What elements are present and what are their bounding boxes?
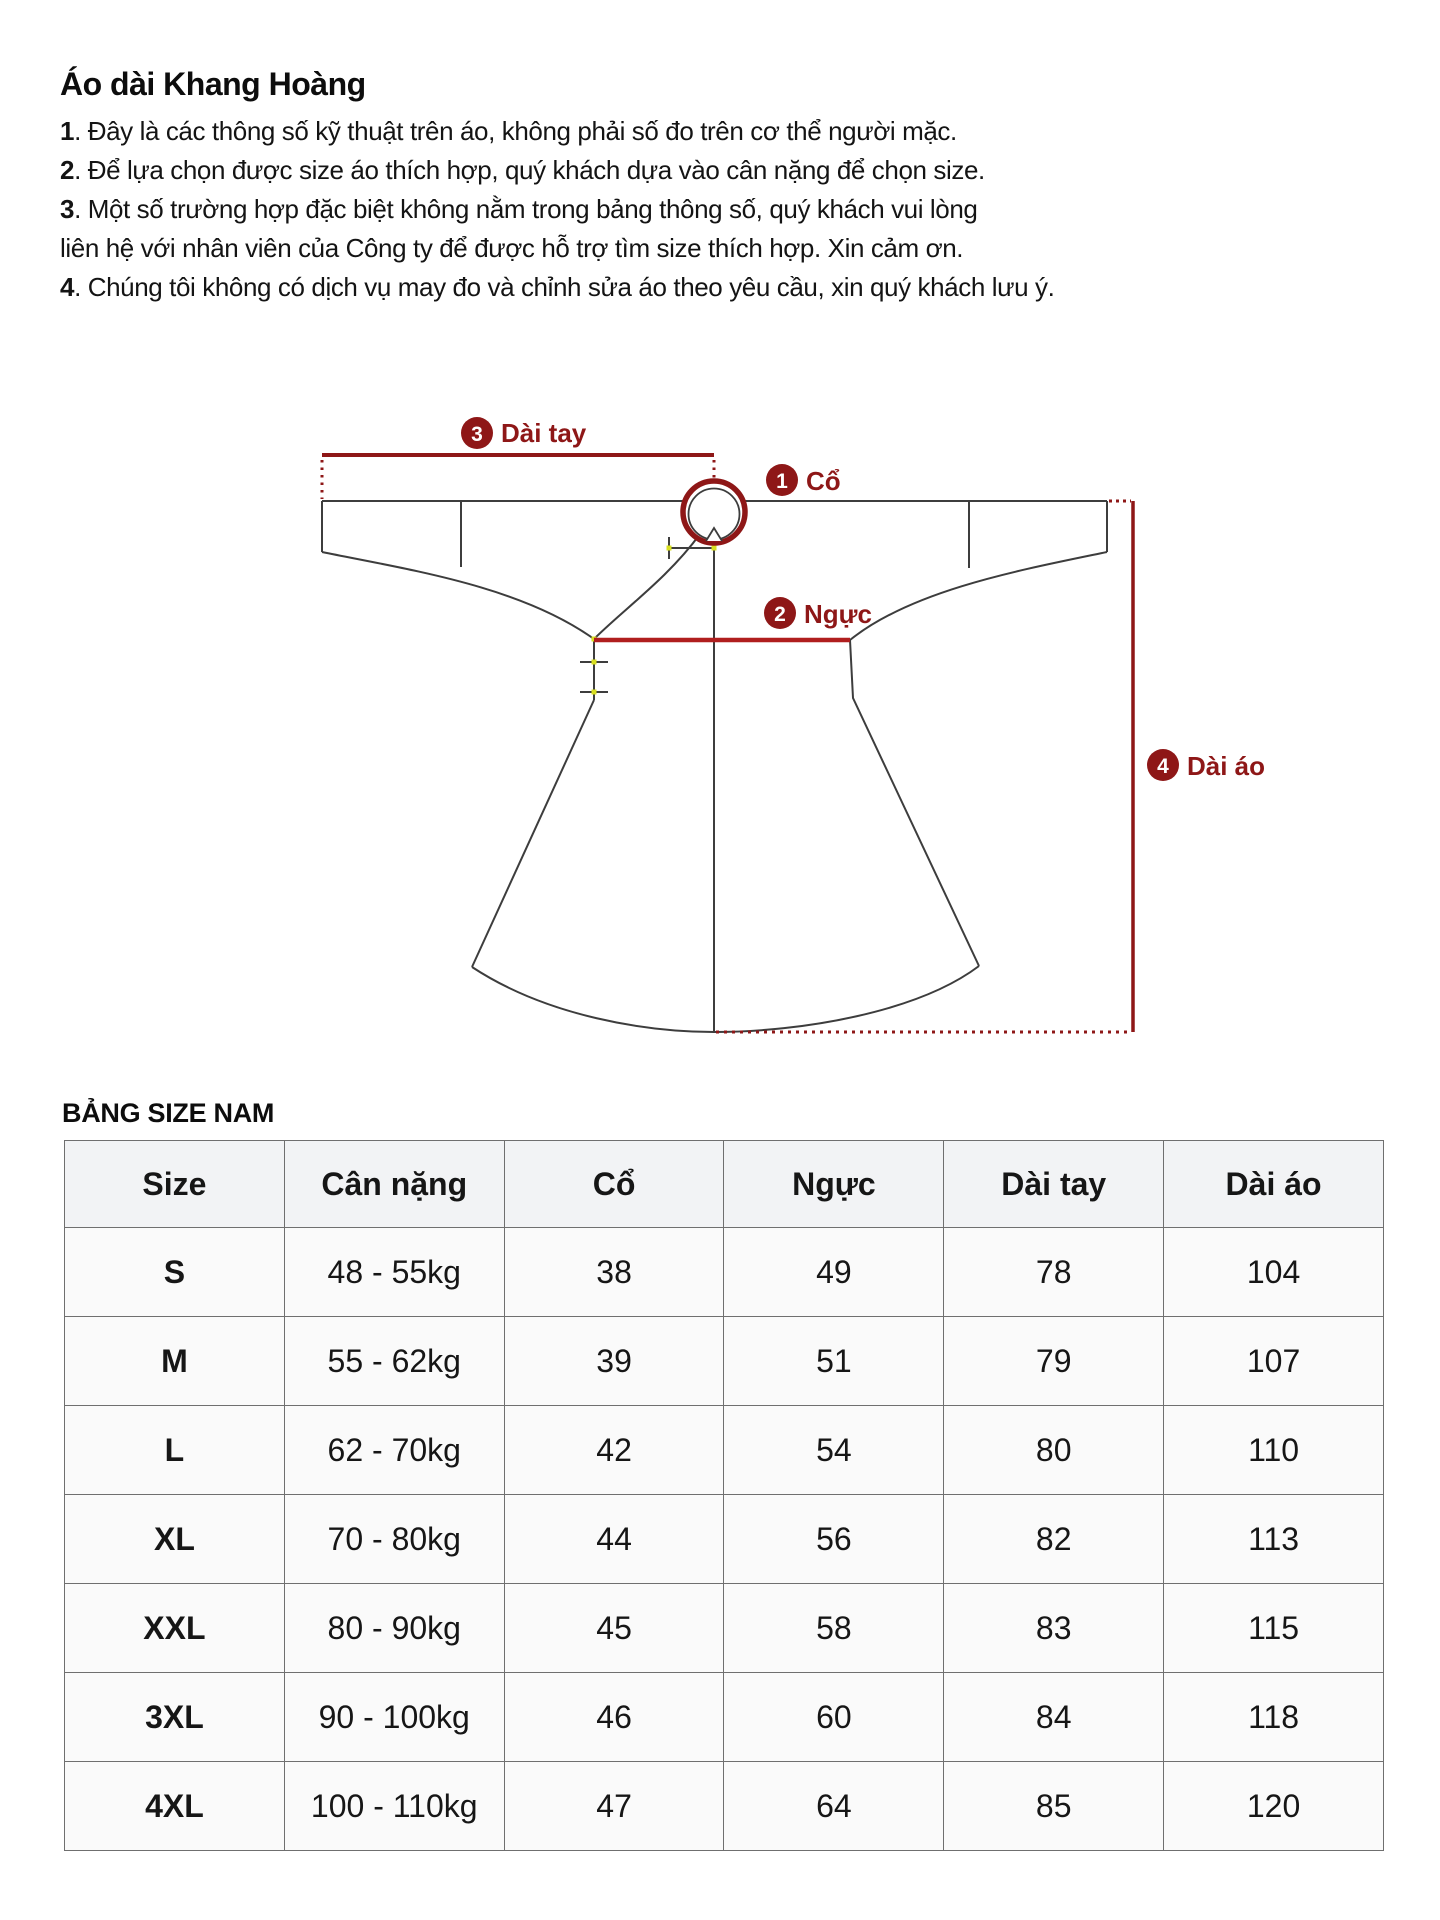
note-text: . Đây là các thông số kỹ thuật trên áo, không phải số đo trên cơ thể người mặc. [74, 116, 957, 146]
cell-neck: 47 [504, 1762, 724, 1851]
cell-neck: 38 [504, 1228, 724, 1317]
note-text: . Để lựa chọn được size áo thích hợp, quý khách dựa vào cân nặng để chọn size. [74, 155, 985, 185]
col-header-weight: Cân nặng [284, 1141, 504, 1228]
label-dai-ao [1147, 749, 1265, 781]
button-marks [592, 546, 717, 695]
sleeve-measure-line [322, 455, 714, 499]
note-line-4 [60, 268, 1240, 307]
note-line-1 [60, 112, 1240, 151]
cell-weight: 48 - 55kg [284, 1228, 504, 1317]
cell-sleeve: 85 [944, 1762, 1164, 1851]
cell-chest: 60 [724, 1673, 944, 1762]
note-line-2 [60, 151, 1240, 190]
note-text: liên hệ với nhân viên của Công ty để được hỗ trợ tìm size thích hợp. Xin cảm ơn. [60, 233, 964, 263]
svg-text:Cổ: Cổ [806, 466, 841, 496]
cell-sleeve: 82 [944, 1495, 1164, 1584]
cell-sleeve: 80 [944, 1406, 1164, 1495]
cell-chest: 49 [724, 1228, 944, 1317]
cell-weight: 90 - 100kg [284, 1673, 504, 1762]
table-row-m [65, 1317, 1384, 1406]
cell-size: XL [65, 1495, 285, 1584]
cell-size: 4XL [65, 1762, 285, 1851]
cell-weight: 62 - 70kg [284, 1406, 504, 1495]
cell-size: XXL [65, 1584, 285, 1673]
cell-neck: 46 [504, 1673, 724, 1762]
cell-length: 115 [1164, 1584, 1384, 1673]
size-table-heading: BẢNG SIZE NAM [62, 1098, 275, 1128]
cell-sleeve: 84 [944, 1673, 1164, 1762]
note-number: 4 [60, 272, 75, 302]
cell-chest: 58 [724, 1584, 944, 1673]
note-number: 3 [60, 194, 75, 224]
cell-weight: 55 - 62kg [284, 1317, 504, 1406]
svg-text:Ngực: Ngực [804, 599, 872, 629]
col-header-neck: Cổ [504, 1141, 724, 1228]
table-row-xxl [65, 1584, 1384, 1673]
note-text: . Chúng tôi không có dịch vụ may đo và chỉnh sửa áo theo yêu cầu, xin quý khách lưu ý. [74, 272, 1055, 302]
label-nguc [764, 597, 872, 629]
cell-length: 113 [1164, 1495, 1384, 1584]
note-number: 2 [60, 155, 75, 185]
table-row-xl [65, 1495, 1384, 1584]
cell-neck: 44 [504, 1495, 724, 1584]
col-header-chest: Ngực [724, 1141, 944, 1228]
table-row-3xl [65, 1673, 1384, 1762]
label-dai-tay [461, 417, 587, 449]
cell-sleeve: 78 [944, 1228, 1164, 1317]
cell-size: 3XL [65, 1673, 285, 1762]
note-line-3-continued [60, 229, 1240, 268]
svg-text:3: 3 [471, 423, 483, 446]
svg-text:4: 4 [1157, 755, 1169, 778]
cell-chest: 56 [724, 1495, 944, 1584]
cell-chest: 51 [724, 1317, 944, 1406]
note-line-3 [60, 190, 1240, 229]
cell-neck: 42 [504, 1406, 724, 1495]
cell-neck: 39 [504, 1317, 724, 1406]
cell-chest: 54 [724, 1406, 944, 1495]
cell-length: 104 [1164, 1228, 1384, 1317]
cell-size: S [65, 1228, 285, 1317]
label-co [766, 464, 841, 496]
svg-text:1: 1 [776, 470, 788, 493]
cell-length: 118 [1164, 1673, 1384, 1762]
cell-length: 110 [1164, 1406, 1384, 1495]
cell-sleeve: 83 [944, 1584, 1164, 1673]
cell-length: 107 [1164, 1317, 1384, 1406]
page-title: Áo dài Khang Hoàng [60, 66, 366, 102]
table-row-s [65, 1228, 1384, 1317]
size-table [64, 1140, 1384, 1851]
col-header-length: Dài áo [1164, 1141, 1384, 1228]
cell-neck: 45 [504, 1584, 724, 1673]
note-text: . Một số trường hợp đặc biệt không nằm trong bảng thông số, quý khách vui lòng [74, 194, 978, 224]
cell-chest: 64 [724, 1762, 944, 1851]
cell-weight: 100 - 110kg [284, 1762, 504, 1851]
svg-text:2: 2 [774, 603, 786, 626]
cell-weight: 70 - 80kg [284, 1495, 504, 1584]
table-row-l [65, 1406, 1384, 1495]
notes-list [60, 112, 1240, 307]
cell-weight: 80 - 90kg [284, 1584, 504, 1673]
cell-size: L [65, 1406, 285, 1495]
length-measure-line [716, 501, 1133, 1032]
svg-text:Dài tay: Dài tay [501, 418, 587, 448]
col-header-size: Size [65, 1141, 285, 1228]
note-number: 1 [60, 116, 75, 146]
ao-dai-measurement-diagram [0, 410, 1440, 1070]
cell-size: M [65, 1317, 285, 1406]
size-table-header-row [65, 1141, 1384, 1228]
svg-text:Dài áo: Dài áo [1187, 751, 1266, 781]
table-row-4xl [65, 1762, 1384, 1851]
garment-outline [322, 501, 1107, 1032]
col-header-sleeve: Dài tay [944, 1141, 1164, 1228]
cell-sleeve: 79 [944, 1317, 1164, 1406]
cell-length: 120 [1164, 1762, 1384, 1851]
